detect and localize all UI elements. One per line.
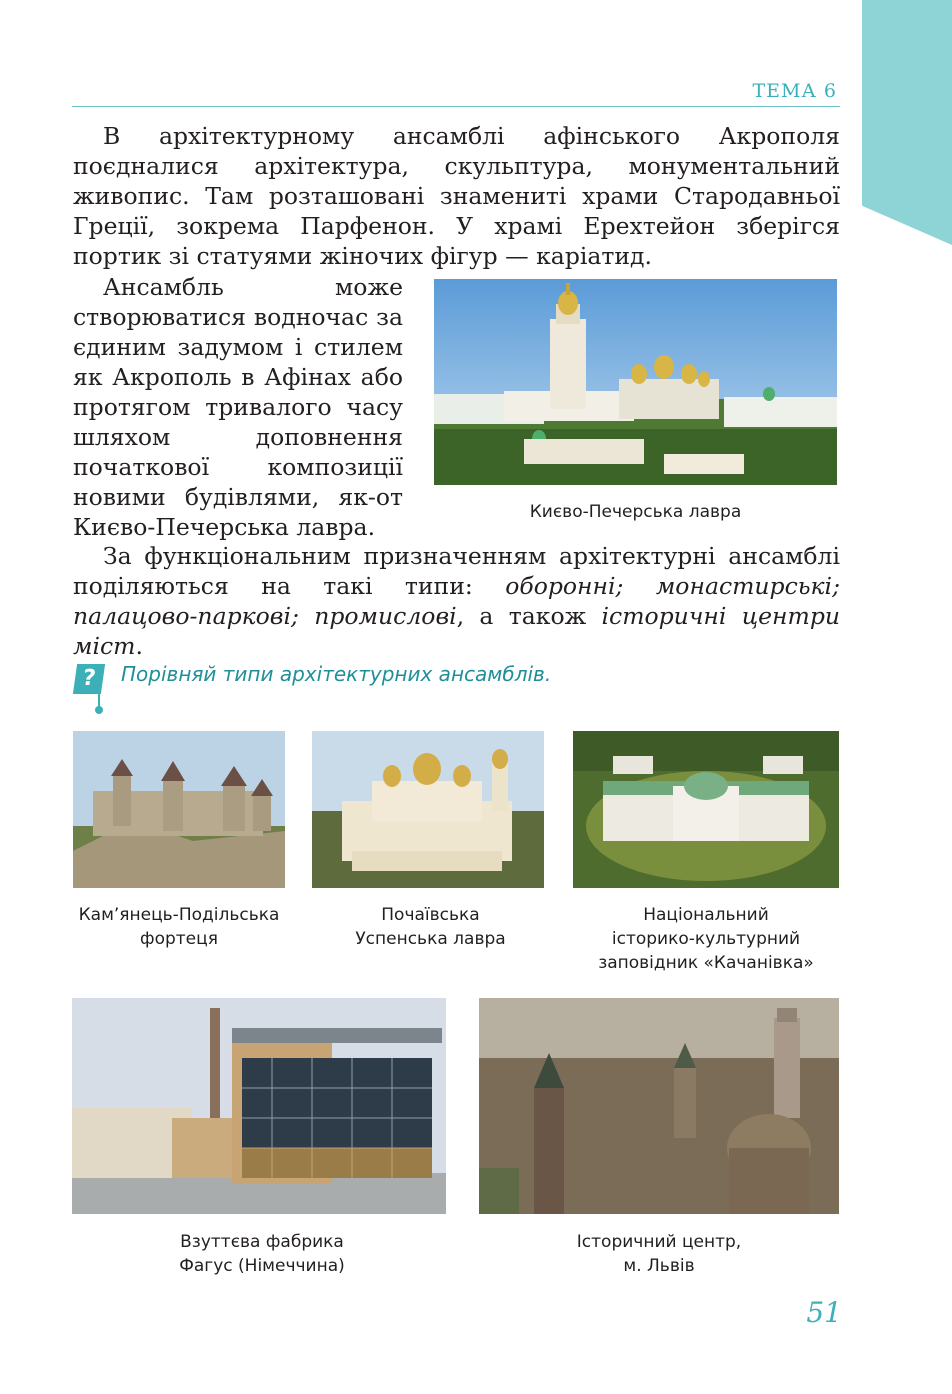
types-last: історичні центри міст: [73, 602, 840, 660]
caption-kachanivka-line3: заповідник «Качанівка»: [598, 953, 814, 973]
caption-fagus: [72, 1230, 452, 1278]
header-divider: [72, 106, 840, 107]
kamianets-fortress-photo: [73, 731, 285, 888]
caption-fagus-line1: Взуттєва фабрика: [180, 1232, 344, 1252]
paragraph-ensemble-types: [73, 541, 840, 661]
types-connector: , а також: [456, 602, 602, 630]
types-list: оборонні; монастирські; палацово-паркові; промислові: [73, 572, 840, 630]
caption-pochaiv-line2: Успенська лавра: [355, 929, 506, 949]
caption-lviv: [479, 1230, 839, 1278]
caption-kamianets-line2: фортеця: [140, 929, 218, 949]
pochaiv-lavra-photo: [312, 731, 544, 888]
kyiv-pechersk-lavra-photo: [434, 279, 837, 485]
caption-pochaiv: [312, 903, 549, 951]
caption-kachanivka-line2: історико-культурний: [611, 929, 801, 949]
page-number: 51: [806, 1296, 842, 1329]
paragraph-acropolis: В архітектурному ансамблі афінського Акрополя поєдналися архітектура, скульптура, монументальний живопис. Там розташовані знамениті храми Стародавньої Греції, зокрема Парфенон. У храмі Ерехтейон зберігся портик зі статуями жіночих фігур — каріатид.: [73, 122, 840, 270]
types-end: .: [135, 632, 143, 660]
fagus-factory-photo: [72, 998, 446, 1214]
types-intro: За функціональним призначенням архітектурні ансамблі поділяються на такі типи:: [73, 542, 840, 600]
corner-tab-decoration: [862, 0, 952, 245]
caption-kamianets: [68, 903, 290, 951]
question-icon-dot: [95, 706, 103, 714]
caption-pochaiv-line1: Почаївська: [381, 905, 480, 925]
caption-lviv-line1: Історичний центр,: [576, 1232, 742, 1252]
caption-lavra: Києво-Печерська лавра: [529, 502, 742, 522]
topic-label: ТЕМА 6: [752, 80, 837, 102]
question-icon: ?: [73, 664, 105, 694]
kachanivka-photo: [573, 731, 839, 888]
paragraph-ensemble-creation: Ансамбль може створюватися водночас за єдиним задумом і стилем як Акрополь в Афінах або протягом тривалого часу шляхом доповнення початкової композиції новими будівлями, як-от Києво-Печерська лавра.: [73, 273, 403, 541]
caption-kamianets-line1: Кам’янець-Подільська: [78, 905, 280, 925]
lviv-center-photo: [479, 998, 839, 1214]
caption-kachanivka: [573, 903, 839, 975]
caption-lviv-line2: м. Львів: [623, 1256, 695, 1276]
question-text: Порівняй типи архітектурних ансамблів.: [121, 662, 552, 686]
caption-kachanivka-line1: Національний: [643, 905, 769, 925]
caption-fagus-line2: Фагус (Німеччина): [179, 1256, 345, 1276]
